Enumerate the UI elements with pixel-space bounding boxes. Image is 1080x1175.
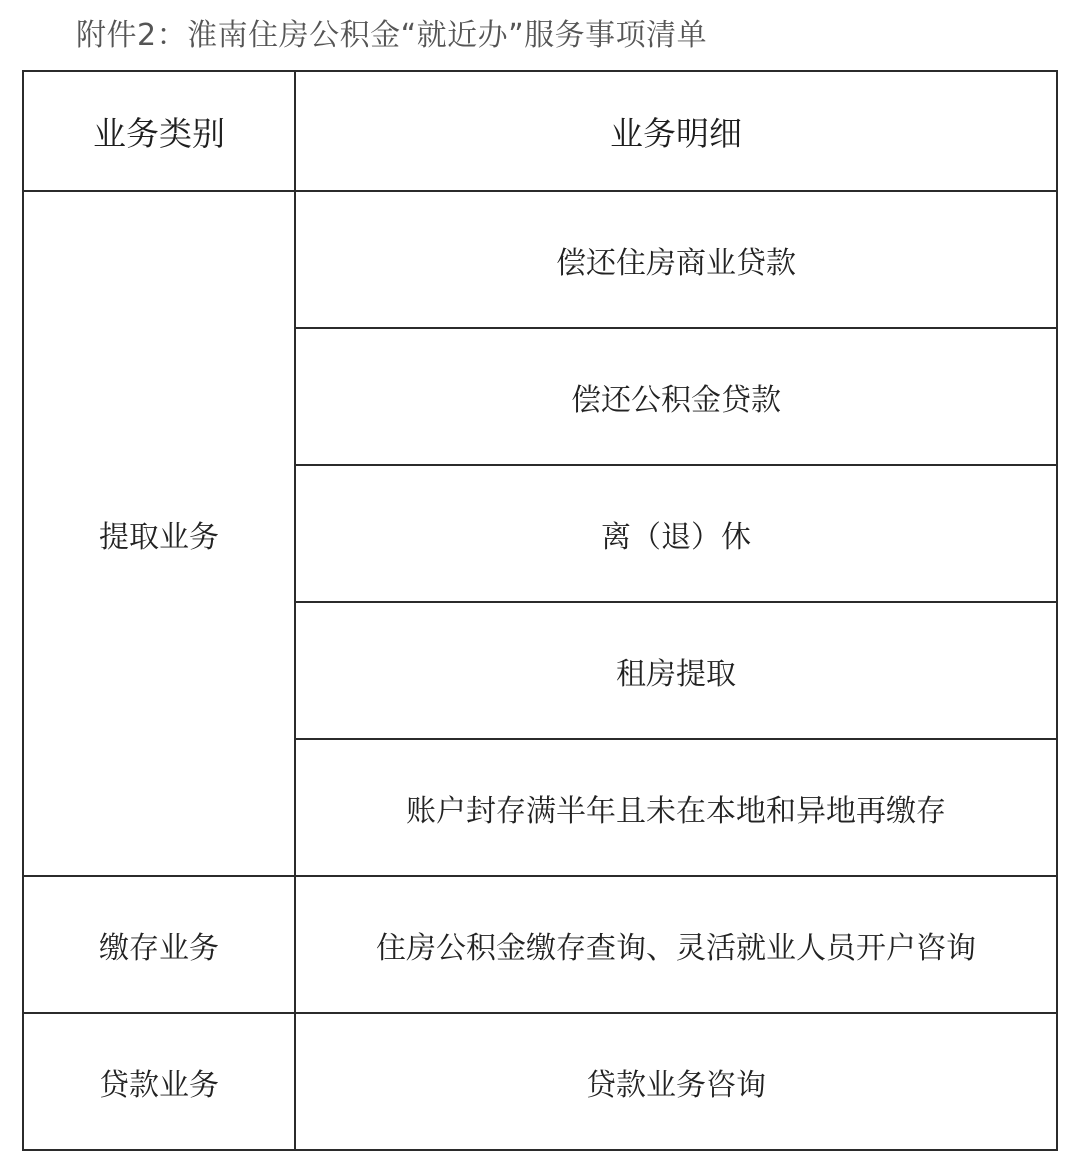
category-deposit: 缴存业务: [23, 876, 295, 1013]
category-loan: 贷款业务: [23, 1013, 295, 1150]
detail-cell: 贷款业务咨询: [295, 1013, 1057, 1150]
detail-cell: 租房提取: [295, 602, 1057, 739]
header-category: 业务类别: [23, 71, 295, 191]
detail-cell: 偿还公积金贷款: [295, 328, 1057, 465]
detail-cell: 离（退）休: [295, 465, 1057, 602]
table-header-row: [23, 71, 1057, 191]
detail-cell: 偿还住房商业贷款: [295, 191, 1057, 328]
category-withdrawal: 提取业务: [23, 191, 295, 876]
table-row: [23, 191, 1057, 328]
detail-cell: 账户封存满半年且未在本地和异地再缴存: [295, 739, 1057, 876]
detail-cell: 住房公积金缴存查询、灵活就业人员开户咨询: [295, 876, 1057, 1013]
table-row: [23, 876, 1057, 1013]
document-title: 附件2：淮南住房公积金“就近办”服务事项清单: [76, 18, 708, 53]
header-detail: 业务明细: [295, 71, 1057, 191]
service-items-table: [22, 70, 1058, 1151]
table-row: [23, 1013, 1057, 1150]
